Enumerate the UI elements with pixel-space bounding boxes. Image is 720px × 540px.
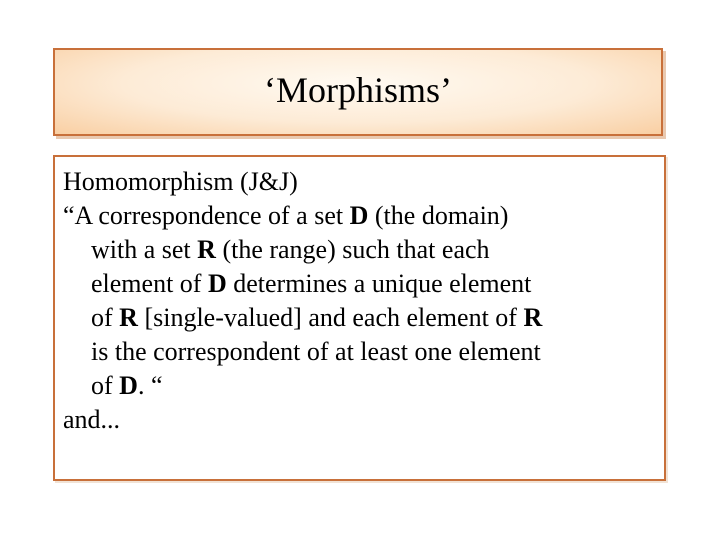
quote-line-2 [63, 233, 656, 267]
quote-line-1 [63, 199, 656, 233]
quote-line-5-text: is the correspondent of at least one element [91, 337, 541, 366]
quote-line-6-bold-d: D [119, 371, 138, 400]
quote-line-2-text-b: (the range) such that each [215, 235, 490, 264]
quote-line-4-bold-r: R [119, 303, 138, 332]
quote-line-1-text-b: (the domain) [368, 201, 509, 230]
quote-line-1-bold-d: D [349, 201, 369, 230]
quote-line-6-text-a: of [91, 371, 120, 400]
quote-line-3-text-a: element of [91, 269, 208, 298]
title-box [53, 48, 663, 136]
quote-line-5 [63, 335, 656, 369]
quote-line-2-bold-r: R [197, 235, 216, 264]
quote-line-3-text-b: determines a unique element [226, 269, 532, 298]
quote-line-6-text-b: . “ [137, 371, 163, 400]
quote-line-2-text-a: with a set [91, 235, 198, 264]
quote-line-4-text-b: [single-valued] and each element of [137, 303, 524, 332]
slide-title: ‘Morphisms’ [264, 70, 452, 110]
closing-line: and... [63, 405, 121, 434]
heading-line: Homomorphism (J&J) [63, 167, 298, 196]
quote-line-3-bold-d: D [207, 269, 227, 298]
body-box [53, 155, 666, 481]
quote-line-1-text-a: “A correspondence of a set [63, 201, 350, 230]
quote-line-3 [63, 267, 656, 301]
quote-line-4-text-a: of [91, 303, 120, 332]
quote-line-4 [63, 301, 656, 335]
quote-line-6 [63, 369, 656, 403]
body-text [63, 165, 656, 437]
quote-line-4-bold-r-2: R [523, 303, 543, 332]
